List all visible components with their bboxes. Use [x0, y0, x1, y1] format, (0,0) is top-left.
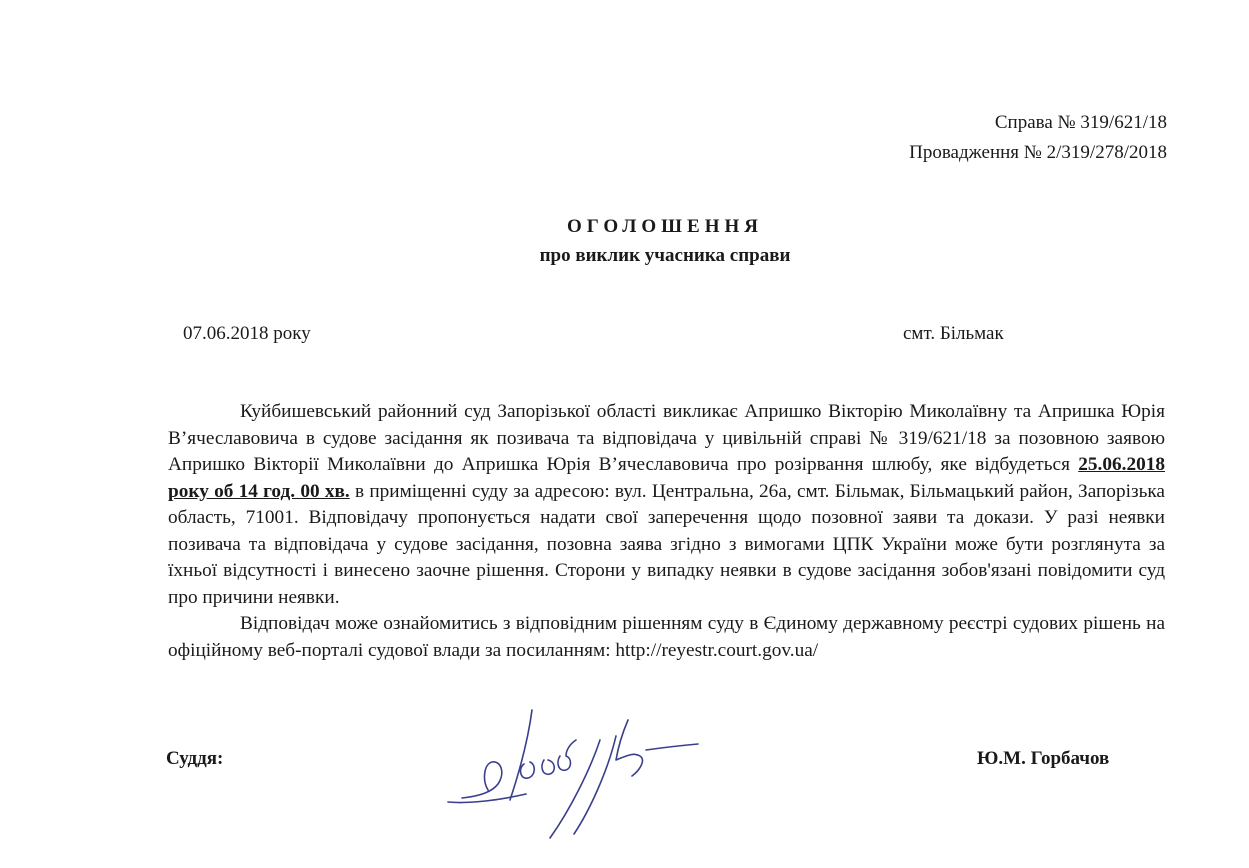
- paragraph-summons: [168, 399, 1165, 611]
- judge-name: Ю.М. Горбачов: [977, 748, 1110, 769]
- judge-signature: [440, 700, 720, 850]
- case-info: [909, 108, 1167, 168]
- judge-label: Суддя:: [166, 748, 224, 769]
- document-subtitle: про виклик учасника справи: [539, 245, 791, 266]
- document-date: 07.06.2018 року: [183, 323, 311, 344]
- document-place: смт. Більмак: [903, 323, 1004, 344]
- summons-intro: Куйбишевський районний суд Запорізької області викликає Апришко Вікторію Миколаївну та Апришка Юрія В’ячеславовича в судове засідання як позивача та відповідача у цивільній справі № 319/621/18 за позовною заявою Апришко Вікторії Миколаївни до Апришка Юрія В’ячеславовича про розірвання шлюбу, яке відбудеться: [168, 401, 1165, 475]
- document-title: ОГОЛОШЕННЯ: [567, 216, 763, 237]
- announcement-body: [168, 399, 1165, 664]
- case-number: Справа № 319/621/18: [994, 112, 1167, 133]
- hearing-datetime: 25.06.2018 року об 14 год. 00 хв.: [168, 454, 1165, 502]
- summons-details: в приміщенні суду за адресою: вул. Центральна, 26а, смт. Більмак, Більмацький район, Запорізька область, 71001. Відповідачу пропонується надати свої заперечення щодо позовної заяви та докази. У разі неявки позивача та відповідача у судове засідання, позовна заява згідно з вимогами ЦПК України може бути розглянута за їхньої відсутності і винесено заочне рішення. Сторони у випадку неявки в судове засідання зобов'язані повідомити суд про причини неявки.: [168, 480, 1165, 608]
- proceeding-number: Провадження № 2/319/278/2018: [909, 142, 1167, 163]
- paragraph-registry: Відповідач може ознайомитись з відповідним рішенням суду в Єдиному державному реєстрі судових рішень на офіційному веб-порталі судової влади за посиланням: http://reyestr.court.gov.ua/: [168, 613, 1165, 661]
- title-block: [0, 212, 1249, 270]
